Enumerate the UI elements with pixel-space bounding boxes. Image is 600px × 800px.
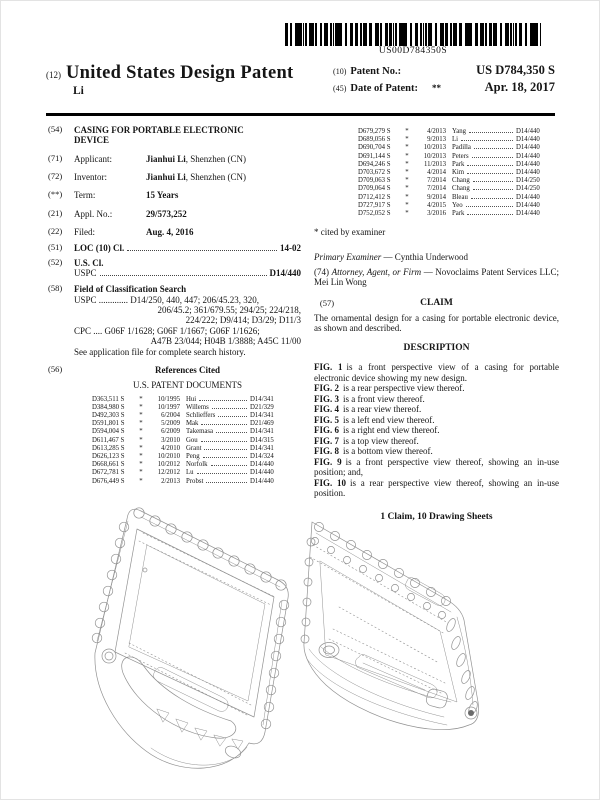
ref-patent-number: D363,511 S (92, 395, 125, 403)
patent-no-label: Patent No.: (350, 66, 402, 77)
ref-date: 10/2010 (157, 452, 180, 460)
ref-star: * (139, 428, 143, 436)
field-52-us-cl: (52) U.S. Cl. USPC D14/440 (48, 256, 301, 279)
figure-front-perspective (81, 495, 313, 797)
dot-leader (469, 127, 513, 133)
field-56-references: (56) References Cited U.S. PATENT DOCUMENTS (48, 365, 301, 391)
ref-star: * (405, 144, 409, 152)
header-right (333, 63, 555, 97)
figure-label: FIG. 8 (314, 446, 340, 457)
ref-name: Li (452, 136, 459, 144)
reference-row (358, 160, 554, 168)
ref-name: Park (452, 160, 465, 168)
field-58-search: (58) Field of Classification Search USPC ............. D14/250, 440, 447; 206/45.23, 320, 206/45.2; 361/679.55; 294/25; 224/218, 224/222; D9/414; D3/29; D11/3 CPC .... G06F 1/1628; G06F 1/1667; G06F 1/1626; A47B 23/044; H04B 1/3888; A45C 11/00 See application file for complete search history. (48, 283, 301, 357)
field-51-loc: (51) LOC (10) Cl. 14-02 (48, 242, 301, 254)
drawing-area (1, 493, 600, 799)
ref-date: 5/2009 (161, 420, 180, 428)
dot-leader (461, 135, 513, 141)
patent-no-value: US D784,350 S (476, 63, 555, 77)
dot-leader (467, 168, 513, 174)
ref-date: 4/2015 (427, 201, 446, 209)
ref-date: 10/2013 (423, 152, 446, 160)
term-value: 15 Years (146, 190, 179, 201)
figure-description-line: FIG. 4 is a rear view thereof. (314, 404, 422, 415)
figure-description-line: FIG. 2 is a rear perspective view thereof. (314, 383, 465, 394)
figure-rear-perspective (299, 497, 551, 799)
ref-star: * (405, 152, 409, 160)
reference-row (92, 411, 288, 419)
dot-leader (471, 193, 513, 199)
ref-patent-number: D626,123 S (92, 452, 125, 460)
ref-star: * (405, 210, 409, 218)
ref-class: D21/469 (250, 420, 274, 428)
dot-leader (201, 436, 247, 442)
cited-by-examiner-note: * cited by examiner (314, 227, 386, 238)
header-left (46, 63, 333, 97)
figure-label: FIG. 6 (314, 425, 340, 436)
document-title: United States Design Patent (66, 63, 294, 83)
ref-patent-number: D689,056 S (358, 136, 391, 144)
figure-label: FIG. 7 (314, 435, 340, 446)
ref-star: * (405, 160, 409, 168)
ref-name: Park (452, 210, 465, 218)
ref-patent-number: D703,672 S (358, 169, 391, 177)
dot-leader (216, 427, 247, 433)
ref-star: * (405, 201, 409, 209)
ref-class: D14/341 (250, 411, 274, 419)
application-number: 29/573,252 (146, 208, 187, 219)
left-column (48, 125, 301, 485)
reference-row (92, 452, 288, 460)
claims-sheets-footer: 1 Claim, 10 Drawing Sheets (380, 511, 493, 522)
ref-star: * (405, 169, 409, 177)
references-table-right (358, 127, 554, 217)
ref-patent-number: D709,063 S (358, 177, 391, 185)
figure-description-line: FIG. 6 is a right end view thereof. (314, 425, 440, 436)
date-of-patent-value: Apr. 18, 2017 (484, 80, 555, 94)
us-patent-documents-heading: U.S. PATENT DOCUMENTS (132, 380, 243, 391)
figure-descriptions (314, 362, 559, 499)
reference-row (92, 395, 288, 403)
ref-star: * (139, 403, 143, 411)
ref-star: * (139, 395, 143, 403)
header-rule (46, 113, 555, 116)
ref-name: Bleau (452, 193, 468, 201)
ref-patent-number: D752,052 S (358, 210, 391, 218)
ref-class: D14/341 (250, 428, 274, 436)
reference-row (92, 460, 288, 468)
dot-leader (203, 452, 247, 458)
ref-patent-number: D591,801 S (92, 420, 125, 428)
description-heading: DESCRIPTION (403, 343, 470, 354)
ref-star: * (139, 452, 143, 460)
claim-heading: (57) CLAIM (319, 297, 453, 308)
ref-class: D14/440 (516, 193, 540, 201)
ref-patent-number: D492,303 S (92, 411, 125, 419)
figure-label: FIG. 3 (314, 393, 340, 404)
examiner-name: — Cynthia Underwood (383, 251, 468, 262)
ref-patent-number: D594,004 S (92, 428, 125, 436)
ref-class: D14/250 (516, 185, 540, 193)
ref-date: 4/2014 (427, 169, 446, 177)
ref-class: D14/440 (516, 136, 540, 144)
figure-description-line: FIG. 10 is a rear perspective view thereof, showing an in-use position. (314, 477, 559, 499)
ref-star: * (139, 411, 143, 419)
ref-date: 10/2013 (423, 144, 446, 152)
ref-date: 6/2004 (161, 411, 180, 419)
reference-row (358, 209, 554, 217)
ref-name: Willems (186, 403, 209, 411)
ref-date: 9/2013 (427, 136, 446, 144)
ref-star: * (405, 193, 409, 201)
ref-class: D14/440 (250, 469, 274, 477)
ref-class: D14/440 (516, 152, 540, 160)
ref-class: D14/440 (516, 160, 540, 168)
field-number-10: (10) (333, 67, 347, 76)
figure-label: FIG. 2 (314, 383, 340, 394)
dot-leader (201, 419, 247, 425)
right-column (314, 125, 559, 523)
ref-name: Gou (186, 436, 198, 444)
dot-leader (473, 184, 513, 190)
ref-class: D14/315 (250, 436, 274, 444)
reference-row (358, 201, 554, 209)
dot-leader (212, 403, 247, 409)
attorney-line: (74) Attorney, Agent, or Firm — Novoclaims Patent Services LLC; Mei Lin Wong (314, 266, 560, 288)
reference-row (92, 477, 288, 485)
kind-code-number: (12) (46, 70, 61, 80)
dot-leader (218, 411, 247, 417)
primary-examiner-line: Primary Examiner — Cynthia Underwood (314, 251, 468, 262)
ref-date: 4/2013 (427, 128, 446, 135)
ref-patent-number: D691,144 S (358, 152, 391, 160)
figure-description-line: FIG. 9 is a front perspective view thereof, showing an in-use position; and, (314, 456, 559, 478)
ref-patent-number: D668,661 S (92, 461, 125, 469)
ref-name: Probst (186, 477, 204, 485)
ref-star: * (139, 461, 143, 469)
figure-description-line: FIG. 8 is a bottom view thereof. (314, 446, 433, 457)
date-of-patent-label: Date of Patent: (350, 83, 418, 94)
reference-row (92, 403, 288, 411)
reference-row (92, 419, 288, 427)
ref-patent-number: D611,467 S (92, 436, 125, 444)
figure-description-line: FIG. 1 is a front perspective view of a casing for portable electronic device showing my new design. (314, 362, 559, 383)
ref-star: * (139, 444, 143, 452)
references-cited-heading: References Cited (154, 364, 221, 375)
reference-row (92, 444, 288, 452)
reference-row (92, 436, 288, 444)
reference-row (358, 176, 554, 184)
ref-name: Peng (186, 452, 200, 460)
ref-class: D14/440 (516, 128, 540, 135)
figure-label: FIG. 5 (314, 414, 340, 425)
inventor-surname: Li (73, 85, 84, 97)
ref-name: Hui (186, 395, 197, 403)
reference-row (358, 193, 554, 201)
ref-patent-number: D676,449 S (92, 477, 125, 485)
ref-star: * (405, 128, 409, 135)
term-extension-stars: ** (432, 83, 441, 93)
inventor-name: Jianhui Li (146, 172, 186, 183)
dot-leader (467, 209, 513, 215)
ref-class: D14/440 (516, 144, 540, 152)
figure-label: FIG. 9 (314, 456, 342, 467)
ref-star: * (405, 177, 409, 185)
references-table-left (92, 395, 288, 485)
ref-patent-number: D727,917 S (358, 201, 391, 209)
ref-date: 10/1995 (157, 395, 180, 403)
loc-class: 14-02 (280, 243, 301, 254)
ref-date: 3/2016 (427, 210, 446, 218)
ref-name: Schlieffers (186, 411, 216, 419)
figure-description-line: FIG. 5 is a left end view thereof. (314, 414, 435, 425)
dot-leader (473, 176, 513, 182)
ref-name: Peters (452, 152, 469, 160)
dot-leader (211, 460, 247, 466)
ref-date: 3/2010 (161, 436, 180, 444)
ref-name: Norfolk (186, 461, 208, 469)
dot-leader (206, 477, 247, 483)
dot-leader (466, 201, 513, 207)
ref-star: * (139, 420, 143, 428)
dot-leader (474, 143, 513, 149)
ref-class: D21/329 (250, 403, 274, 411)
ref-name: Takemasa (186, 428, 214, 436)
reference-row (358, 143, 554, 151)
field-term: (**) Term: 15 Years (48, 189, 179, 201)
dot-leader (467, 160, 513, 166)
ref-patent-number: D712,412 S (358, 193, 391, 201)
figure-description-line: FIG. 7 is a top view thereof. (314, 435, 419, 446)
applicant-name: Jianhui Li (146, 153, 186, 164)
ref-name: Lu (186, 469, 194, 477)
ref-date: 9/2014 (427, 193, 446, 201)
attorney-name: — Novoclaims Patent Services LLC; Mei Lin Wong (314, 266, 560, 288)
ref-class: D14/250 (516, 177, 540, 185)
ref-class: D14/324 (250, 452, 274, 460)
ref-date: 6/2009 (161, 428, 180, 436)
field-72-inventor: (72) Inventor: Jianhui Li, Shenzhen (CN) (48, 171, 247, 183)
figure-description-line: FIG. 3 is a front view thereof. (314, 393, 425, 404)
claim-text: The ornamental design for a casing for portable electronic device, as shown and described. (314, 312, 559, 333)
ref-name: Padilla (452, 144, 471, 152)
ref-name: Chang (452, 185, 470, 193)
ref-star: * (405, 136, 409, 144)
ref-star: * (405, 185, 409, 193)
ref-patent-number: D679,279 S (358, 128, 391, 135)
ref-name: Yang (452, 128, 467, 135)
ref-date: 12/2012 (157, 469, 180, 477)
reference-row (358, 135, 554, 143)
invention-title: CASING FOR PORTABLE ELECTRONIC DEVICE (74, 125, 244, 146)
dot-leader (472, 152, 513, 158)
ref-class: D14/440 (516, 201, 540, 209)
ref-date: 10/2012 (157, 461, 180, 469)
reference-row (358, 152, 554, 160)
ref-star: * (139, 436, 143, 444)
ref-patent-number: D672,781 S (92, 469, 125, 477)
uspc-class: D14/440 (269, 268, 301, 279)
figure-label: FIG. 4 (314, 404, 340, 415)
ref-patent-number: D613,285 S (92, 444, 125, 452)
ref-date: 7/2014 (427, 177, 446, 185)
barcode-text: US00D784350S (378, 46, 448, 56)
field-21-appl-no: (21) Appl. No.: 29/573,252 (48, 207, 187, 219)
ref-date: 11/2013 (423, 160, 446, 168)
ref-class: D14/440 (250, 477, 274, 485)
ref-date: 7/2014 (427, 185, 446, 193)
ref-date: 2/2013 (161, 477, 180, 485)
ref-date: 10/1997 (157, 403, 180, 411)
ref-patent-number: D694,246 S (358, 160, 391, 168)
ref-date: 4/2010 (161, 444, 180, 452)
document-header (46, 63, 555, 97)
field-54-title: (54) CASING FOR PORTABLE ELECTRONIC DEVICE (48, 125, 301, 146)
reference-row (358, 184, 554, 192)
field-22-filed: (22) Filed: Aug. 4, 2016 (48, 226, 194, 238)
ref-name: Chang (452, 177, 470, 185)
ref-patent-number: D709,064 S (358, 185, 391, 193)
ref-name: Mak (186, 420, 199, 428)
ref-patent-number: D690,704 S (358, 144, 391, 152)
ref-class: D14/341 (250, 444, 274, 452)
reference-row (358, 168, 554, 176)
field-71-applicant: (71) Applicant: Jianhui Li, Shenzhen (CN) (48, 152, 247, 164)
ref-name: Yeo (452, 201, 463, 209)
ref-name: Grant (186, 444, 202, 452)
dot-leader (204, 444, 247, 450)
dot-leader (100, 268, 267, 276)
ref-star: * (139, 477, 143, 485)
ref-name: Kim (452, 169, 465, 177)
dot-leader (127, 243, 277, 251)
reference-row (358, 127, 554, 135)
ref-class: D14/440 (516, 210, 540, 218)
reference-row (92, 468, 288, 476)
dot-leader (197, 468, 247, 474)
ref-class: D14/341 (250, 395, 274, 403)
dot-leader (199, 395, 247, 401)
field-number-45: (45) (333, 84, 347, 93)
reference-row (92, 427, 288, 435)
ref-patent-number: D384,980 S (92, 403, 125, 411)
ref-star: * (139, 469, 143, 477)
ref-class: D14/440 (250, 461, 274, 469)
filing-date: Aug. 4, 2016 (146, 227, 194, 238)
ref-class: D14/440 (516, 169, 540, 177)
figure-label: FIG. 10 (314, 477, 346, 488)
figure-label: FIG. 1 (314, 362, 343, 373)
barcode (285, 23, 541, 46)
